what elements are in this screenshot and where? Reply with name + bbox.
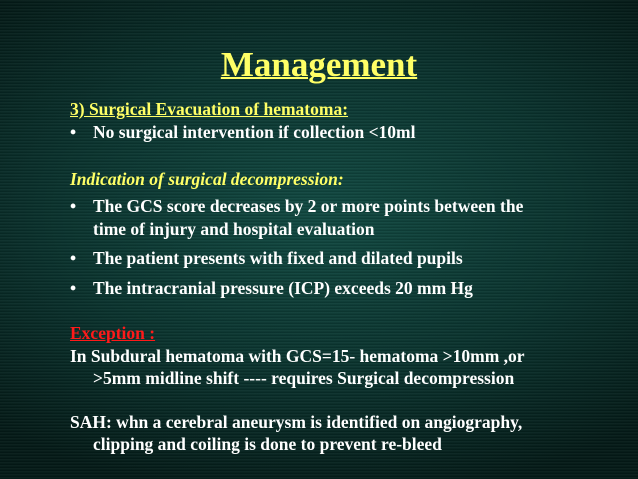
bullet-marker: •	[70, 122, 77, 142]
bullet-marker: •	[70, 196, 77, 216]
surgical-evacuation-bullet: No surgical intervention if collection <10ml	[93, 122, 416, 142]
indication-bullet-1-line-2: time of injury and hospital evaluation	[93, 219, 375, 239]
slide-title-text: Management	[220, 45, 418, 84]
exception-line-1: In Subdural hematoma with GCS=15- hematoma >10mm ,or	[70, 346, 525, 366]
surgical-evacuation-heading: 3) Surgical Evacuation of hematoma:	[70, 99, 349, 119]
indication-bullet-2: The patient presents with fixed and dilated pupils	[93, 248, 463, 268]
bullet-marker: •	[70, 278, 77, 298]
indication-bullet-3: The intracranial pressure (ICP) exceeds 20 mm Hg	[93, 278, 473, 298]
indication-bullet-1-line-1: The GCS score decreases by 2 or more points between the	[93, 196, 524, 216]
indication-heading: Indication of surgical decompression:	[70, 169, 344, 189]
bullet-marker: •	[70, 248, 77, 268]
sah-line-2: clipping and coiling is done to prevent re-bleed	[93, 434, 442, 454]
sah-line-1: SAH: whn a cerebral aneurysm is identified on angiography,	[70, 412, 523, 432]
slide-title	[0, 44, 638, 86]
exception-line-2: >5mm midline shift ---- requires Surgical decompression	[93, 368, 515, 388]
exception-heading: Exception :	[70, 323, 156, 343]
